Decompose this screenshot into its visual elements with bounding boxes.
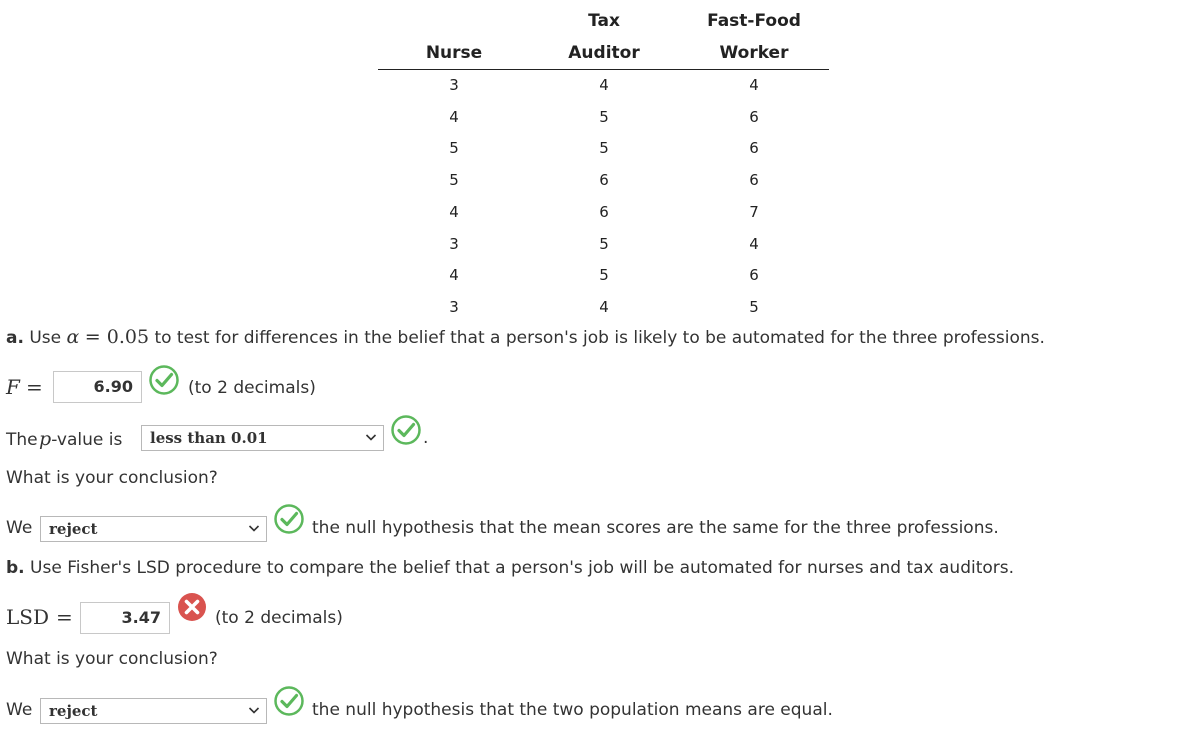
check-icon <box>273 503 305 535</box>
p-value-select[interactable] <box>141 425 384 451</box>
part-b-label: b. <box>6 558 25 578</box>
col-header-tax-line1: Tax <box>588 11 620 31</box>
p-value-prompt <box>6 428 122 450</box>
table-cell: 3 <box>449 76 459 94</box>
check-icon <box>273 685 305 717</box>
col-header-tax-auditor: Auditor <box>568 43 640 63</box>
we-label-b: We <box>6 700 33 720</box>
table-cell: 4 <box>599 297 609 316</box>
p-symbol: p <box>39 428 52 450</box>
part-a-text-after: to test for differences in the belief that a person's job is likely to be automated for the three professions. <box>154 328 1045 348</box>
table-header-rule <box>378 69 829 70</box>
f-equals: = <box>26 375 43 399</box>
col-header-fastfood-worker: Worker <box>719 43 789 63</box>
table-cell: 5 <box>749 297 759 316</box>
table-cell: 4 <box>449 202 459 221</box>
lsd-label: LSD <box>6 605 50 629</box>
conclusion-question-b: What is your conclusion? <box>6 649 218 669</box>
table-cell: 5 <box>449 139 459 158</box>
table-cell: 6 <box>749 266 759 285</box>
p-text-2: -value is <box>51 430 123 450</box>
table-cell: 5 <box>599 107 609 126</box>
table-cell: 4 <box>449 107 459 126</box>
we-label-a: We <box>6 518 33 538</box>
col-header-nurse: Nurse <box>425 43 483 63</box>
chevron-down-icon <box>248 517 260 541</box>
alpha-symbol: α <box>66 326 80 348</box>
table-cell: 6 <box>749 107 759 126</box>
part-b-prompt <box>6 558 1014 578</box>
table-cell: 3 <box>449 297 459 316</box>
p-trailing-period: . <box>423 428 429 448</box>
chevron-down-icon <box>248 699 260 723</box>
p-text-1: The <box>6 430 38 450</box>
conclusion-select-b[interactable] <box>40 698 267 724</box>
conclusion-text-b: the null hypothesis that the two population means are equal. <box>312 700 833 720</box>
f-label: F <box>6 375 20 399</box>
table-cell: 7 <box>749 202 759 221</box>
alpha-value: = 0.05 <box>84 326 150 348</box>
part-a-label: a. <box>6 328 24 348</box>
f-statistic-input[interactable]: 6.90 <box>53 371 142 403</box>
p-value-selected: less than 0.01 <box>150 429 268 447</box>
error-x-icon <box>176 591 208 623</box>
part-a-prompt <box>6 326 1045 348</box>
conclusion-select-a[interactable] <box>40 516 267 542</box>
table-cell: 4 <box>749 234 759 253</box>
table-cell: 4 <box>599 76 609 94</box>
lsd-input[interactable]: 3.47 <box>80 602 170 634</box>
conclusion-selected-b: reject <box>49 702 98 720</box>
table-cell: 4 <box>449 266 459 285</box>
conclusion-question-a: What is your conclusion? <box>6 468 218 488</box>
table-cell: 5 <box>599 139 609 158</box>
col-header-fastfood-line1: Fast-Food <box>707 11 801 31</box>
table-cell: 5 <box>599 234 609 253</box>
lsd-equals: = <box>56 605 73 629</box>
table-cell: 3 <box>449 234 459 253</box>
table-cell: 6 <box>749 139 759 158</box>
check-icon <box>390 414 422 446</box>
lsd-decimals-hint: (to 2 decimals) <box>215 608 343 628</box>
part-b-text: Use Fisher's LSD procedure to compare the belief that a person's job will be automated for nurses and tax auditors. <box>30 558 1015 578</box>
check-icon <box>148 364 180 396</box>
f-decimals-hint: (to 2 decimals) <box>188 378 316 398</box>
table-cell: 6 <box>599 202 609 221</box>
table-cell: 6 <box>749 171 759 190</box>
conclusion-selected-a: reject <box>49 520 98 538</box>
conclusion-text-a: the null hypothesis that the mean scores are the same for the three professions. <box>312 518 999 538</box>
table-cell: 5 <box>599 266 609 285</box>
chevron-down-icon <box>365 426 377 450</box>
part-a-text-before: Use <box>29 328 62 348</box>
table-cell: 5 <box>449 171 459 190</box>
table-cell: 6 <box>599 171 609 190</box>
table-cell: 4 <box>749 76 759 94</box>
